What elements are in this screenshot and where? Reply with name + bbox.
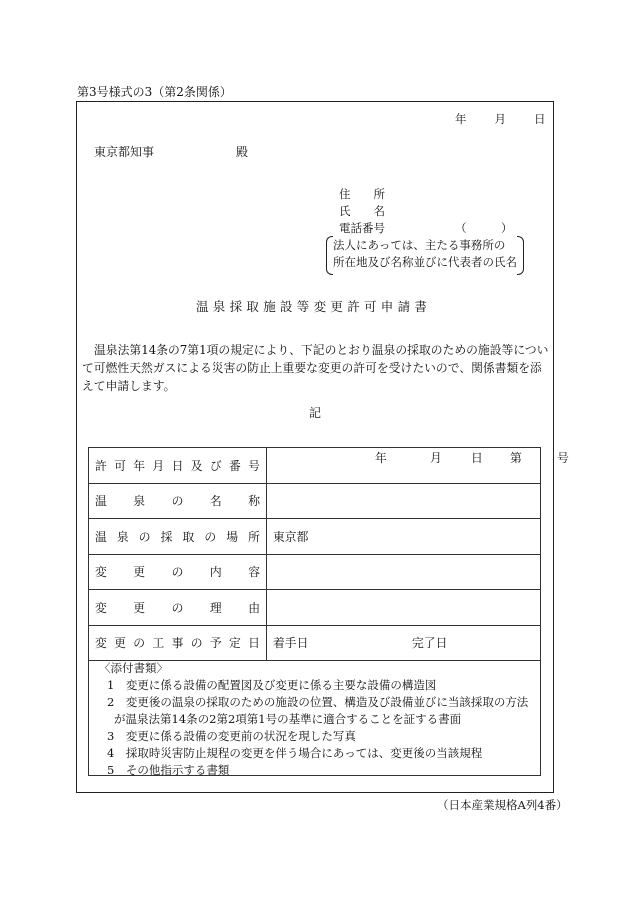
application-table	[88, 447, 569, 661]
paper-size-note: （日本産業規格A列4番）	[437, 798, 568, 812]
attachment-item: 4 採取時災害防止規程の変更を伴う場合にあっては、変更後の当該規程	[107, 746, 483, 760]
row-value-content	[267, 451, 569, 473]
label-char: 更	[133, 600, 146, 615]
body-paragraph: 温泉法第14条の7第1項の規定により、下記のとおり温泉の採取のための施設等について可燃性天然ガスによる災害の防止上重要な変更の許可を受けたいので、関係書類を添えて申請します。	[82, 343, 549, 393]
attachment-item: 3 変更に係る設備の変更前の状況を現した写真	[107, 729, 356, 743]
table-row	[89, 554, 541, 590]
addressee-honorific: 殿	[236, 145, 249, 159]
label-char: 定	[228, 636, 241, 651]
ki-mark: 記	[309, 406, 322, 420]
row-label-chars	[95, 563, 260, 580]
row-value	[267, 590, 541, 626]
label-char: 内	[209, 565, 222, 580]
label-char: 工	[152, 636, 165, 651]
row-value-content	[267, 634, 540, 651]
row-value	[267, 554, 541, 590]
date-line	[455, 111, 546, 127]
label-char: 場	[226, 529, 239, 544]
label-char: 泉	[116, 529, 129, 544]
label-char: 変	[95, 636, 107, 651]
permit-date-field: 号	[557, 451, 569, 466]
label-char: の	[133, 636, 146, 651]
row-label	[89, 554, 267, 590]
label-char: 変	[95, 600, 107, 615]
label-char: 更	[114, 636, 126, 651]
label-char: 理	[209, 600, 222, 615]
label-char: 予	[209, 636, 222, 651]
label-char: の	[171, 565, 184, 580]
label-char: 採	[160, 529, 173, 544]
row-label	[89, 590, 267, 626]
form-number-label: 第3号様式の3（第2条関係）	[77, 85, 232, 99]
row-label-chars	[95, 634, 260, 651]
row-value	[267, 448, 569, 484]
label-char: 月	[152, 458, 165, 473]
label-char: 容	[248, 565, 260, 580]
label-char: 番	[228, 458, 241, 473]
attachment-item: 1 変更に係る設備の配置図及び変更に係る主要な設備の構造図	[107, 678, 437, 692]
row-label-chars	[95, 599, 260, 616]
permit-date-field: 第	[510, 451, 522, 466]
row-label-chars	[95, 492, 260, 509]
label-char: 日	[248, 636, 260, 651]
label-char: の	[190, 636, 203, 651]
label-char: の	[204, 529, 217, 544]
attachment-item: 5 その他指示する書類	[107, 763, 230, 777]
phone-parentheses: （ ）	[455, 221, 513, 235]
table-row	[89, 483, 541, 519]
date-year: 年	[455, 112, 467, 126]
value-text-completion: 完了日	[412, 636, 448, 651]
label-char: 許	[95, 458, 107, 473]
addressee-name: 東京都知事	[94, 145, 155, 159]
attachment-item: 2 変更後の温泉の採取のための施設の位置、構造及び設備並びに当該採取の方法	[107, 695, 529, 709]
label-char: 変	[95, 565, 107, 580]
label-char: 及	[190, 458, 203, 473]
row-label	[89, 448, 267, 484]
value-text: 着手日	[273, 636, 309, 651]
label-char: 泉	[133, 494, 146, 509]
name-label: 氏 名	[339, 204, 385, 218]
corporate-note	[329, 236, 521, 272]
row-value-content	[267, 528, 540, 545]
attachment-item-continuation: が温泉法第14条の2第2項第1号の基準に適合することを証する書面	[114, 712, 462, 726]
label-char: び	[209, 458, 222, 473]
label-char: 温	[95, 494, 107, 509]
table-row	[89, 519, 541, 555]
row-label-chars	[95, 528, 260, 545]
attachments-heading: 〈添付書類〉	[99, 661, 168, 675]
label-char: 温	[95, 529, 107, 544]
permit-date-field: 年	[375, 451, 387, 466]
label-char: 事	[171, 636, 184, 651]
bracket-right	[517, 236, 524, 275]
document-title: 温泉採取施設等変更許可申請書	[196, 299, 432, 314]
address-label: 住 所	[339, 187, 385, 201]
label-char: の	[138, 529, 151, 544]
permit-date-field: 月	[430, 451, 442, 466]
corporate-note-line2: 所在地及び名称並びに代表者の氏名	[333, 255, 517, 269]
table-row	[89, 590, 541, 626]
row-value	[267, 519, 541, 555]
label-char: 年	[133, 458, 146, 473]
row-value	[267, 483, 541, 519]
label-char: 名	[209, 494, 222, 509]
label-char: の	[171, 600, 184, 615]
label-char: 更	[133, 565, 146, 580]
date-month: 月	[494, 112, 506, 126]
label-char: 所	[248, 529, 260, 544]
row-label	[89, 519, 267, 555]
row-label-chars	[95, 457, 260, 474]
row-label	[89, 483, 267, 519]
attachments-section	[88, 656, 541, 776]
label-char: 取	[182, 529, 195, 544]
label-char: 由	[248, 600, 260, 615]
label-char: の	[171, 494, 184, 509]
bracket-left	[326, 236, 333, 275]
permit-date-field: 日	[471, 451, 483, 466]
label-char: 号	[248, 458, 260, 473]
date-day: 日	[534, 112, 546, 126]
corporate-note-line1: 法人にあっては、主たる事務所の	[333, 238, 506, 252]
phone-label: 電話番号	[339, 221, 385, 235]
table-row	[89, 448, 541, 484]
label-char: 称	[248, 494, 260, 509]
label-char: 可	[114, 458, 126, 473]
value-text: 東京都	[273, 529, 309, 544]
label-char: 日	[171, 458, 184, 473]
